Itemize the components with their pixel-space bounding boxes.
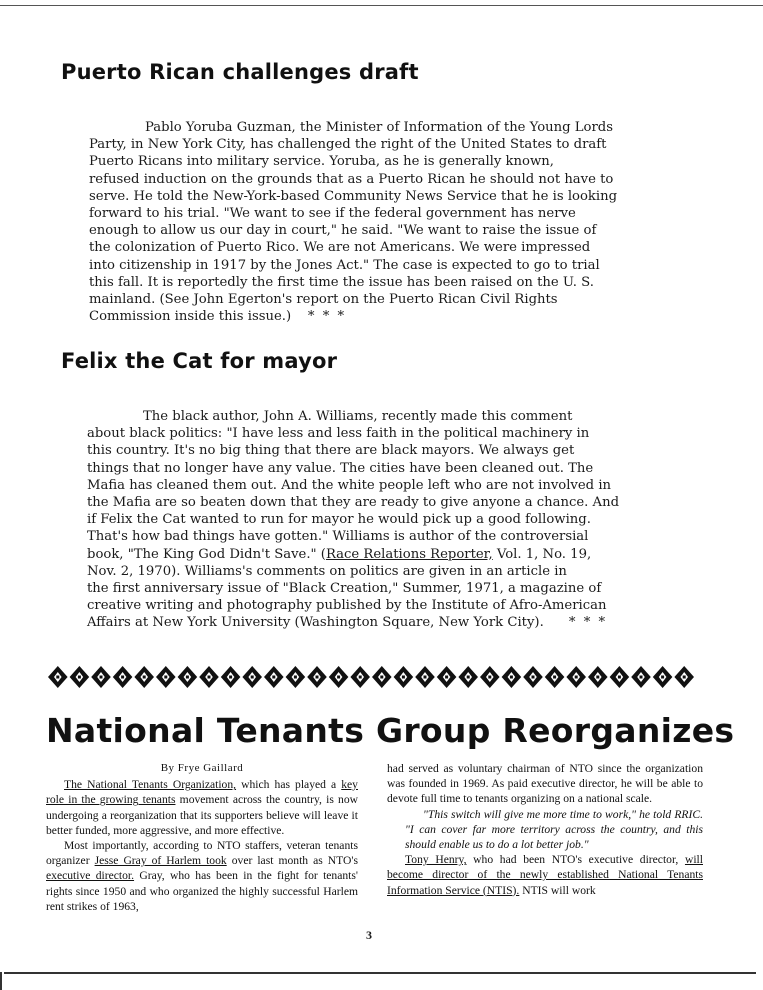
body-line: refused induction on the grounds that as a Puerto Rican he should not have to — [89, 171, 614, 187]
byline: By Frye Gaillard — [160, 762, 244, 774]
divider-ornament — [631, 666, 651, 688]
body-line: Nov. 2, 1970). Williams's comments on politics are given in an article in — [87, 563, 567, 579]
bottom-rule — [4, 972, 756, 974]
divider-ornament — [437, 666, 457, 688]
body-line: book, "The King God Didn't Save." (Race Relations Reporter, Vol. 1, No. 19, — [87, 546, 592, 562]
pull-quote: "This switch will give me more time to work," he told RRIC. "I can cover far more territory across the country, and this should enable us to do a lot better job." — [405, 807, 703, 852]
article-headline-puerto-rican: Puerto Rican challenges draft — [61, 60, 419, 84]
body-line: this country. It's no big thing that there are black mayors. We always get — [87, 443, 575, 459]
article-column-left — [46, 761, 358, 914]
body-line: into citizenship in 1917 by the Jones Act." The case is expected to go to trial — [89, 257, 600, 273]
bottom-rule-corner — [0, 972, 2, 990]
divider-ornament — [242, 666, 262, 688]
divider-ornament — [307, 666, 327, 688]
divider-ornament — [523, 666, 543, 688]
divider-ornament — [134, 666, 154, 688]
divider-ornament — [415, 666, 435, 688]
article-headline-tenants: National Tenants Group Reorganizes — [46, 711, 735, 750]
body-line: forward to his trial. "We want to see if the federal government has nerve — [89, 206, 576, 222]
divider-ornament — [674, 666, 694, 688]
article-body-puerto-rican — [89, 119, 699, 325]
divider-ornament — [286, 666, 306, 688]
divider-ornament — [350, 666, 370, 688]
divider-ornament — [480, 666, 500, 688]
body-line: about black politics: "I have less and less faith in the political machinery in — [87, 426, 590, 442]
body-line: That's how bad things have gotten." Williams is author of the controversial — [87, 529, 589, 545]
body-line: Party, in New York City, has challenged the right of the United States to draft — [89, 137, 607, 153]
publication-title: Race Relations Reporter, — [325, 546, 493, 562]
divider-ornament — [458, 666, 478, 688]
divider-ornament — [221, 666, 241, 688]
divider-ornament — [329, 666, 349, 688]
divider-ornament — [372, 666, 392, 688]
divider-ornament — [566, 666, 586, 688]
end-mark: * * * — [307, 309, 347, 325]
paragraph: Tony Henry, who had been NTO's executive director, will become director of the newly established National Tenants Information Service (NTIS). NTIS will work — [387, 853, 703, 897]
body-line: Affairs at New York University (Washington Square, New York City). * * * — [87, 615, 608, 631]
body-line: the first anniversary issue of "Black Creation," Summer, 1971, a magazine of — [87, 581, 602, 597]
body-line: serve. He told the New-York-based Community News Service that he is looking — [89, 188, 618, 204]
divider-ornament — [156, 666, 176, 688]
body-line: things that no longer have any value. The cities have been cleaned out. The — [87, 460, 594, 476]
divider-ornament — [610, 666, 630, 688]
divider-ornament — [113, 666, 133, 688]
body-line: if Felix the Cat wanted to run for mayor he would pick up a good following. — [87, 512, 591, 528]
body-line: mainland. (See John Egerton's report on the Puerto Rican Civil Rights — [89, 292, 558, 308]
divider-ornament — [178, 666, 198, 688]
body-line: this fall. It is reportedly the first time the issue has been raised on the U. S. — [89, 274, 594, 290]
paragraph: had served as voluntary chairman of NTO since the organization was founded in 1969. As paid executive director, he will be able to devote full time to tenants organizing on a national scale. — [387, 762, 703, 806]
divider-ornament — [199, 666, 219, 688]
divider-ornament — [394, 666, 414, 688]
body-line: the colonization of Puerto Rico. We are not Americans. We were impressed — [89, 240, 591, 256]
body-line: enough to allow us our day in court," he said. "We want to raise the issue of — [89, 223, 597, 239]
paragraph: The National Tenants Organization, which has played a key role in the growing tenants movement across the country, is now undergoing a reorganization that its supporters believe will leave it better funded, more aggressive, and more effective. — [46, 778, 358, 837]
body-line: the Mafia are so beaten down that they are ready to give anyone a chance. And — [87, 495, 620, 511]
divider-ornament — [70, 666, 90, 688]
divider-ornament — [264, 666, 284, 688]
page-number: 3 — [366, 928, 372, 942]
body-line: Pablo Yoruba Guzman, the Minister of Information of the Young Lords — [145, 120, 614, 135]
body-line: Commission inside this issue.) * * * — [89, 309, 347, 325]
ornamental-divider — [47, 664, 695, 690]
article-body-felix — [87, 408, 717, 632]
body-line: Mafia has cleaned them out. And the white people left who are not involved in — [87, 477, 612, 493]
divider-ornament — [588, 666, 608, 688]
divider-ornament — [545, 666, 565, 688]
paragraph: Most importantly, according to NTO staffers, veteran tenants organizer Jesse Gray of Harlem took over last month as NTO's executive director. Gray, who has been in the fight for tenants' rights since 1950 and who organized the highly successful Harlem rent strikes of 1963, — [46, 839, 358, 913]
body-line: Puerto Ricans into military service. Yoruba, as he is generally known, — [89, 154, 554, 170]
divider-ornament — [502, 666, 522, 688]
body-line: creative writing and photography published by the Institute of Afro-American — [87, 598, 607, 614]
top-rule — [0, 5, 763, 6]
divider-ornament — [653, 666, 673, 688]
body-line: The black author, John A. Williams, recently made this comment — [143, 409, 573, 424]
article-column-right — [387, 761, 703, 898]
end-mark: * * * — [568, 615, 608, 631]
divider-ornament — [48, 666, 68, 688]
article-headline-felix: Felix the Cat for mayor — [61, 349, 338, 373]
divider-ornament — [91, 666, 111, 688]
